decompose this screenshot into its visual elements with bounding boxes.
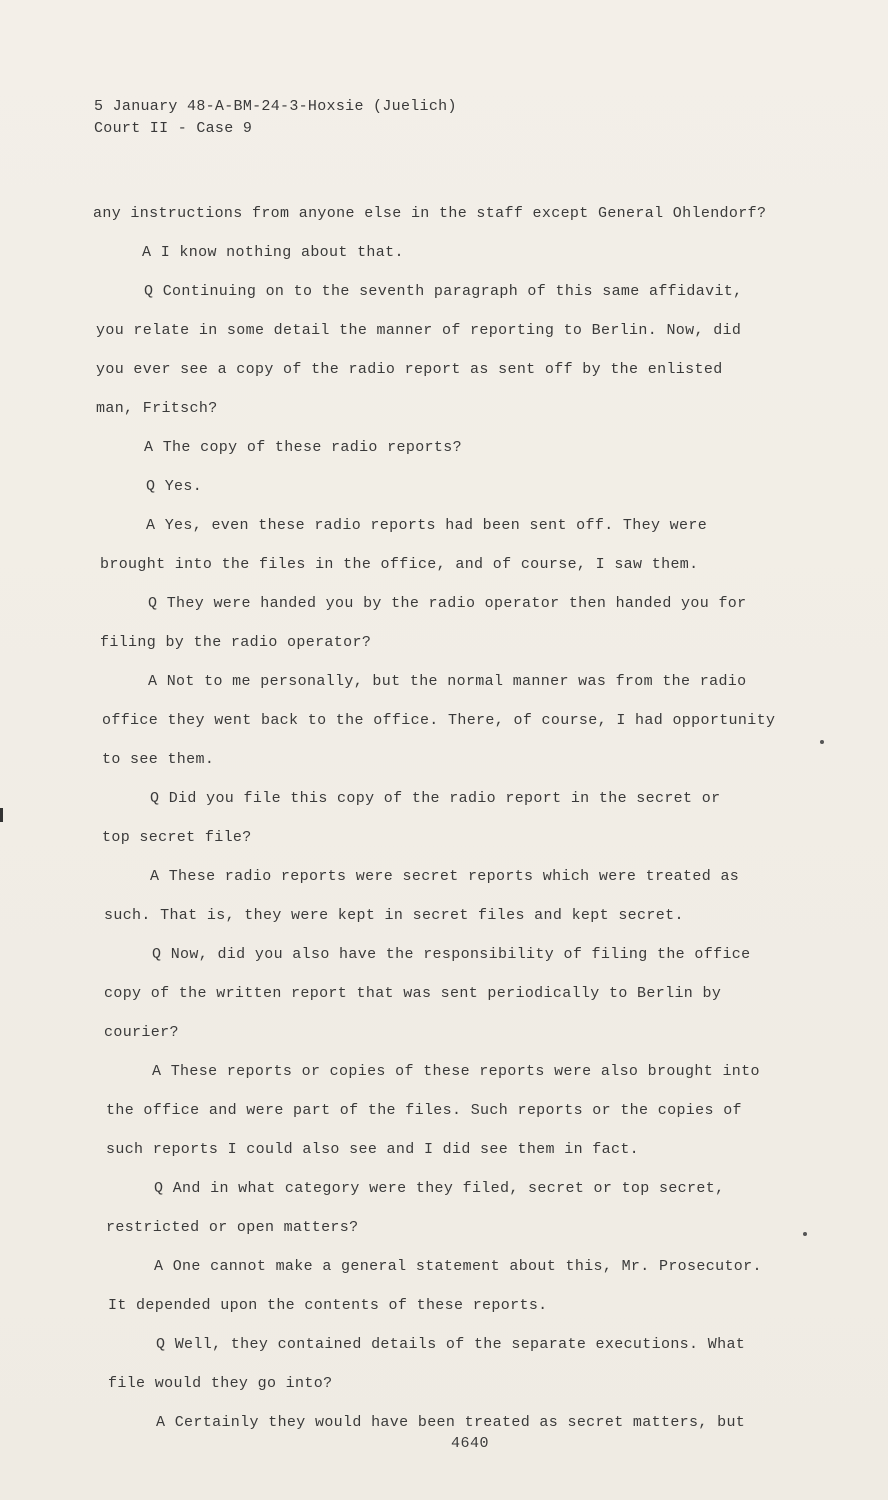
transcript-line: Q Now, did you also have the responsibility of filing the office [152, 946, 751, 963]
header-court-line: Court II - Case 9 [94, 120, 253, 137]
transcript-line: office they went back to the office. There, of course, I had opportunity [102, 712, 776, 729]
transcript-line: you ever see a copy of the radio report as sent off by the enlisted [96, 361, 723, 378]
page-number: 4640 [451, 1435, 490, 1452]
transcript-line: brought into the files in the office, and of course, I saw them. [100, 556, 699, 573]
transcript-line: restricted or open matters? [106, 1219, 359, 1236]
transcript-line: A These reports or copies of these reports were also brought into [152, 1063, 760, 1080]
transcript-line: filing by the radio operator? [100, 634, 372, 651]
transcript-line: such. That is, they were kept in secret files and kept secret. [104, 907, 684, 924]
transcript-line: any instructions from anyone else in the staff except General Ohlendorf? [93, 205, 767, 222]
transcript-line: you relate in some detail the manner of reporting to Berlin. Now, did [96, 322, 742, 339]
transcript-line: file would they go into? [108, 1375, 333, 1392]
transcript-line: A Certainly they would have been treated as secret matters, but [156, 1414, 746, 1431]
paper-speck [820, 740, 824, 744]
transcript-line: Q Well, they contained details of the separate executions. What [156, 1336, 746, 1353]
transcript-line: Q They were handed you by the radio operator then handed you for [148, 595, 747, 612]
transcript-line: to see them. [102, 751, 215, 768]
transcript-line: It depended upon the contents of these reports. [108, 1297, 548, 1314]
transcript-line: Q Yes. [146, 478, 203, 495]
transcript-line: copy of the written report that was sent periodically to Berlin by [104, 985, 722, 1002]
paper-speck [803, 1232, 807, 1236]
transcript-line: Q Continuing on to the seventh paragraph of this same affidavit, [144, 283, 743, 300]
transcript-line: courier? [104, 1024, 179, 1041]
transcript-line: A Yes, even these radio reports had been sent off. They were [146, 517, 708, 534]
binding-mark [0, 808, 3, 822]
transcript-line: A The copy of these radio reports? [144, 439, 462, 456]
transcript-line: A One cannot make a general statement about this, Mr. Prosecutor. [154, 1258, 762, 1275]
transcript-line: Q Did you file this copy of the radio report in the secret or [150, 790, 721, 807]
document-header [94, 96, 457, 140]
transcript-line: man, Fritsch? [96, 400, 218, 417]
transcript-line: top secret file? [102, 829, 252, 846]
transcript-line: Q And in what category were they filed, secret or top secret, [154, 1180, 725, 1197]
transcript-line: such reports I could also see and I did see them in fact. [106, 1141, 640, 1158]
header-reference-line: 5 January 48-A-BM-24-3-Hoxsie (Juelich) [94, 98, 457, 115]
transcript-line: A Not to me personally, but the normal manner was from the radio [148, 673, 747, 690]
transcript-line: A I know nothing about that. [142, 244, 404, 261]
transcript-line: A These radio reports were secret reports which were treated as [150, 868, 740, 885]
transcript-line: the office and were part of the files. Such reports or the copies of [106, 1102, 742, 1119]
